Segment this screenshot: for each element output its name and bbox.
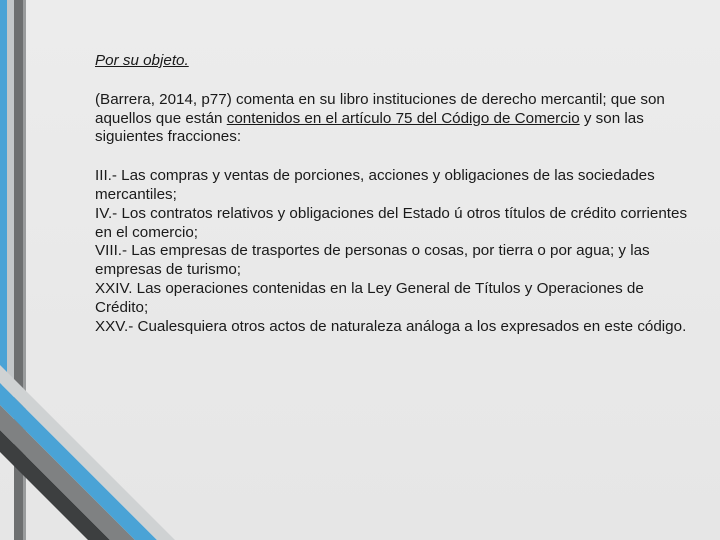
intro-underlined-reference: contenidos en el artículo 75 del Código de Comercio xyxy=(226,109,580,127)
fraction-item-xxiv: XXIV. Las operaciones contenidas en la Ley General de Títulos y Operaciones de Crédito; xyxy=(95,279,644,316)
fraction-item-iv: IV.- Los contratos relativos y obligaciones del Estado ú otros títulos de crédito corrientes en el comercio; xyxy=(95,204,688,241)
fraction-item-viii: VIII.- Las empresas de trasportes de personas o cosas, por tierra o por agua; y las empresas de turismo; xyxy=(95,242,650,279)
fraction-item-xxv: XXV.- Cualesquiera otros actos de naturaleza análoga a los expresados en este código. xyxy=(95,317,687,335)
fraction-item-iii: III.- Las compras y ventas de porciones, acciones y obligaciones de las sociedades mercantiles; xyxy=(95,167,655,203)
intro-paragraph xyxy=(95,91,695,147)
slide-content xyxy=(95,52,695,336)
intro-text-end: y son las siguientes fracciones: xyxy=(95,109,644,146)
left-blue-bar xyxy=(0,0,7,385)
intro-text-start: (Barrera, 2014, p77) comenta en su libro instituciones de derecho mercantil; que son aquellos que están xyxy=(95,90,665,127)
section-heading: Por su objeto. xyxy=(95,52,189,69)
